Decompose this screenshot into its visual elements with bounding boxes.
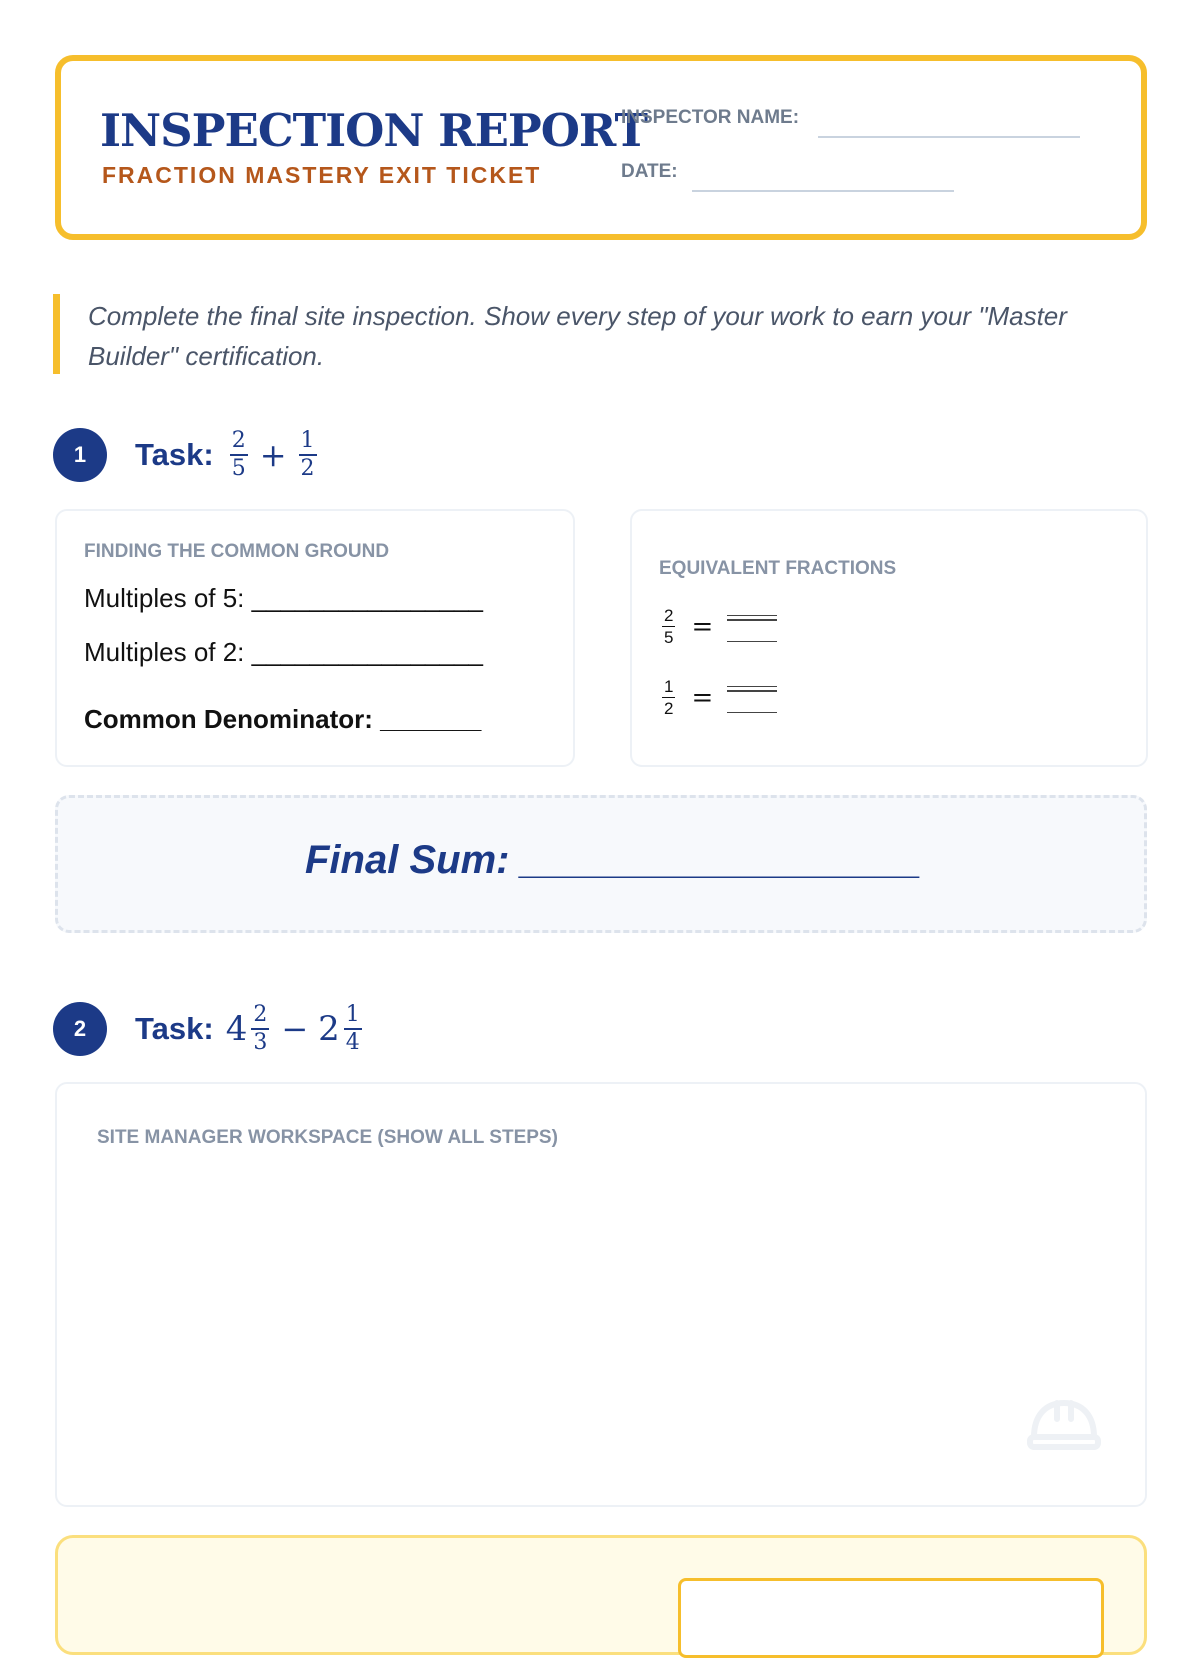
intro-text: Complete the final site inspection. Show every step of your work to earn your "Master Builder" certification.	[88, 301, 1067, 371]
fraction-denominator: 5	[231, 456, 246, 481]
equals-sign: =	[691, 682, 714, 713]
date-line[interactable]	[692, 190, 954, 192]
common-denominator-line[interactable]: Common Denominator: _______	[84, 704, 482, 734]
task-2-label: Task:	[135, 1011, 214, 1046]
fraction-numerator: 1	[664, 677, 674, 696]
common-ground-title: FINDING THE COMMON GROUND	[84, 541, 390, 562]
fraction-denominator: 4	[345, 1030, 360, 1055]
equivalent-row-2-fraction	[662, 678, 675, 717]
inspector-name-line[interactable]	[818, 136, 1080, 138]
report-title: INSPECTION REPORT	[100, 104, 647, 157]
hard-hat-icon	[1026, 1393, 1102, 1451]
blank-numerator-line	[727, 615, 777, 617]
task-2-expression	[226, 1004, 364, 1054]
fraction-denominator: 5	[664, 628, 674, 647]
fraction-numerator: 2	[664, 606, 674, 625]
mixed-b-whole: 2	[318, 1009, 340, 1049]
mixed-a-whole: 4	[225, 1009, 248, 1049]
fraction-denominator: 2	[664, 699, 674, 718]
blank-denominator-line	[727, 712, 777, 714]
workspace-title: SITE MANAGER WORKSPACE (SHOW ALL STEPS)	[97, 1127, 558, 1148]
multiples-of-5-line[interactable]: Multiples of 5: ________________	[84, 583, 483, 613]
equivalent-fractions-title: EQUIVALENT FRACTIONS	[659, 558, 897, 579]
blank-denominator-line	[727, 641, 777, 643]
blank-fraction-1[interactable]	[727, 611, 777, 643]
task-1-label: Task:	[135, 437, 214, 472]
report-subtitle: FRACTION MASTERY EXIT TICKET	[102, 162, 542, 188]
blank-numerator-line	[727, 686, 777, 688]
fraction-denominator: 2	[300, 456, 315, 481]
equals-sign: =	[691, 611, 714, 642]
fraction-numerator: 2	[253, 1002, 268, 1027]
certification-stamp-box	[678, 1578, 1104, 1658]
task-1-heading	[135, 420, 319, 490]
plus-operator: +	[259, 436, 287, 474]
equivalent-row-1	[660, 607, 777, 646]
task-1-fraction-a	[230, 430, 248, 480]
blank-fraction-2[interactable]	[727, 682, 777, 714]
multiples-of-2-line[interactable]: Multiples of 2: ________________	[84, 637, 483, 667]
task-1-number: 1	[53, 428, 107, 482]
task-1-fraction-b	[299, 430, 317, 480]
equivalent-row-2	[660, 678, 777, 717]
fraction-bar	[727, 690, 777, 692]
fraction-bar	[727, 619, 777, 621]
minus-operator: −	[281, 1010, 309, 1048]
final-sum-line[interactable]: Final Sum: __________________	[305, 838, 921, 882]
task-1-expression	[228, 430, 319, 480]
mixed-b-fraction	[344, 1004, 362, 1054]
date-label: DATE:	[621, 161, 678, 182]
intro-accent-bar	[53, 294, 60, 374]
mixed-a-fraction	[251, 1004, 269, 1054]
task-2-heading	[135, 994, 364, 1064]
task-2-number: 2	[53, 1002, 107, 1056]
fraction-numerator: 1	[345, 1002, 360, 1027]
fraction-denominator: 3	[253, 1030, 268, 1055]
inspector-name-label: INSPECTOR NAME:	[621, 107, 800, 128]
equivalent-row-1-fraction	[662, 607, 675, 646]
fraction-numerator: 1	[300, 428, 315, 453]
fraction-numerator: 2	[231, 428, 246, 453]
